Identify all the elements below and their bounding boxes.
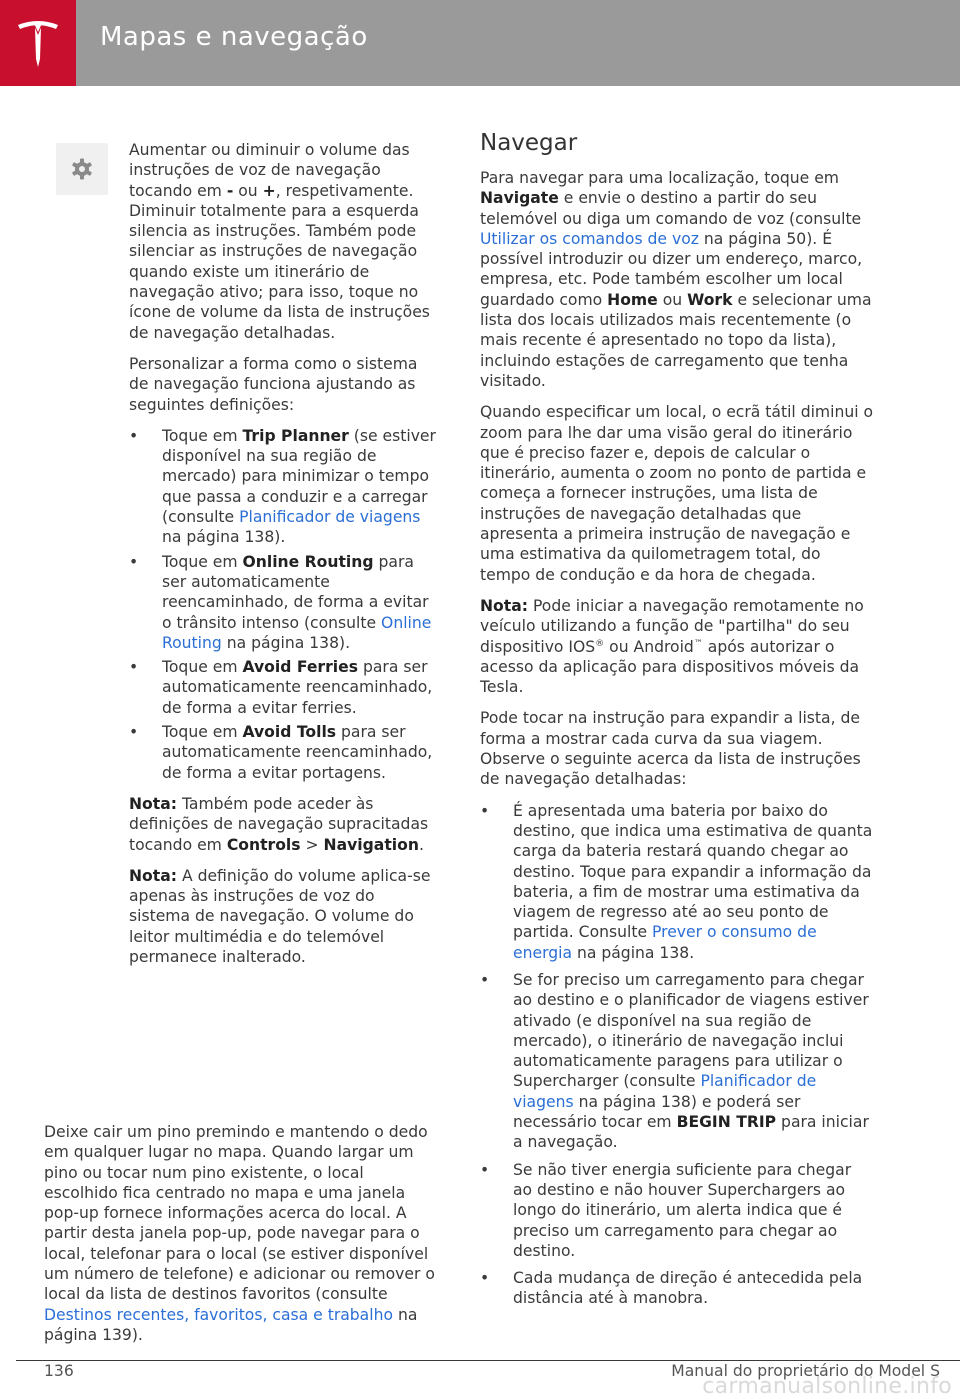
section-title-navegar: Navegar <box>480 130 578 156</box>
voice-settings-note <box>129 140 439 978</box>
note-volume-scope: Nota: A definição do volume aplica-se apenas às instruções de voz do sistema de navegação. O volume do leitor multimédia e do telemóvel permanece inalterado. <box>129 866 431 966</box>
turn-list-notes <box>480 801 875 1309</box>
page-header <box>0 0 960 86</box>
link-recent-destinations[interactable]: Destinos recentes, favoritos, casa e trabalho <box>44 1305 393 1324</box>
manual-title: Manual do proprietário do Model S <box>671 1362 940 1380</box>
list-item-avoid-tolls: • Toque em Avoid Tolls para ser automaticamente reencaminhado, de forma a evitar portagens. <box>129 723 433 782</box>
list-item-battery-estimate: • É apresentada uma bateria por baixo do destino, que indica uma estimativa de quanta carga da bateria restará quando chegar ao destino. Toque para expandir a informação da bateria, a fim de mostrar uma estimativa da viagem de regresso até ao seu ponto de partida. Consulte Prever o consumo de energia na página 138. <box>480 801 873 962</box>
tesla-logo <box>14 15 62 71</box>
note-remote-navigation: Nota: Pode iniciar a navegação remotamente no veículo utilizando a função de "partilha" do seu dispositivo IOS® ou Android™ após autorizar o acesso da aplicação para dispositivos móveis da Tesla. <box>480 596 864 697</box>
note-controls-navigation: Nota: Também pode aceder às definições de navegação supracitadas tocando em Controls > Navigation. <box>129 794 429 854</box>
list-item-avoid-ferries: • Toque em Avoid Ferries para ser automaticamente reencaminhado, de forma a evitar ferries. <box>129 658 433 717</box>
settings-list <box>129 426 439 783</box>
list-item-energy-alert: • Se não tiver energia suficiente para chegar ao destino e não houver Superchargers ao longo do itinerário, um alerta indica que é preciso um carregamento para chegar ao destino. <box>480 1160 852 1260</box>
drop-pin-paragraph: Deixe cair um pino premindo e mantendo o dedo em qualquer lugar no mapa. Quando largar um pino ou tocar num pino existente, o local escolhido fica centrado no mapa e uma janela pop-up fornece informações acerca do local. A partir desta janela pop-up, pode navegar para o local, telefonar para o local (se estiver disponível um número de telefone) e adicionar ou remover o local da lista de destinos favoritos (consulte Destinos recentes, favoritos, casa e trabalho na página 139). <box>44 1123 435 1344</box>
navegar-section <box>480 128 875 1320</box>
watermark: carmanualsonline.info <box>702 1374 952 1399</box>
list-item-online-routing: • Toque em Online Routing para ser automaticamente reencaminhado, de forma a evitar o trânsito intenso (consulte Online Routing na página 138). <box>129 552 432 652</box>
link-energy-prediction[interactable]: Prever o consumo de energia <box>513 923 817 962</box>
customize-paragraph: Personalizar a forma como o sistema de navegação funciona ajustando as seguintes definições: <box>129 354 418 414</box>
footer-divider <box>16 1360 960 1361</box>
link-voice-commands[interactable]: Utilizar os comandos de voz <box>480 229 699 248</box>
page-title: Mapas e navegação <box>100 22 368 52</box>
navegar-paragraph-2: Quando especificar um local, o ecrã tátil diminui o zoom para lhe dar uma visão geral do itinerário que é preciso fazer e, depois de calcular o itinerário, aumenta o zoom no ponto de partida e começa a fornecer instruções, uma lista de instruções de navegação detalhadas que apresenta a primeira instrução de navegação e uma estimativa da quilometragem total, do tempo de condução e da hora de chegada. <box>480 403 874 584</box>
navegar-paragraph-3: Pode tocar na instrução para expandir a lista, de forma a mostrar cada curva da sua viagem. Observe o seguinte acerca da lista de instruções de navegação detalhadas: <box>480 709 861 789</box>
brand-logo-box <box>0 0 76 86</box>
gear-icon <box>70 157 94 181</box>
list-item-turn-distance: • Cada mudança de direção é antecedida pela distância até à manobra. <box>480 1269 863 1308</box>
voice-volume-paragraph: Aumentar ou diminuir o volume das instruções de voz de navegação tocando em - ou +, respetivamente. Diminuir totalmente para a esquerda silencia as instruções. Também pode silenciar as instruções de navegação quando existe um itinerário de navegação ativo; para isso, toque no ícone de volume da lista de instruções de navegação detalhadas. <box>129 141 430 342</box>
settings-icon-tile <box>56 143 108 195</box>
page-number: 136 <box>44 1362 74 1380</box>
link-trip-planner[interactable]: Planificador de viagens <box>239 508 421 527</box>
navegar-paragraph-1: Para navegar para uma localização, toque em Navigate e envie o destino a partir do seu telemóvel ou diga um comando de voz (consulte Utilizar os comandos de voz na página 50). É possível introduzir ou dizer um endereço, marco, empresa, etc. Pode também escolher um local guardado como Home ou Work e selecionar uma lista dos locais utilizados mais recentemente (o mais recente é apresentado no topo da lista), incluindo estações de carregamento que tenha visitado. <box>480 169 872 390</box>
list-item-trip-planner: • Toque em Trip Planner (se estiver disponível na sua região de mercado) para minimizar o tempo que passa a conduzir e a carregar (consulte Planificador de viagens na página 138). <box>129 426 436 547</box>
list-item-supercharger-stops: • Se for preciso um carregamento para chegar ao destino e o planificador de viagens estiver ativado (e disponível na sua região de mercado), o itinerário de navegação inclui automaticamente paragens para utilizar o Supercharger (consulte Planificador de viagens na página 138) e poderá ser necessário tocar em BEGIN TRIP para iniciar a navegação. <box>480 970 869 1152</box>
drop-pin-section <box>44 1122 439 1356</box>
link-trip-planner-2[interactable]: Planificador de viagens <box>513 1072 817 1111</box>
link-online-routing[interactable]: Online Routing <box>162 613 432 652</box>
